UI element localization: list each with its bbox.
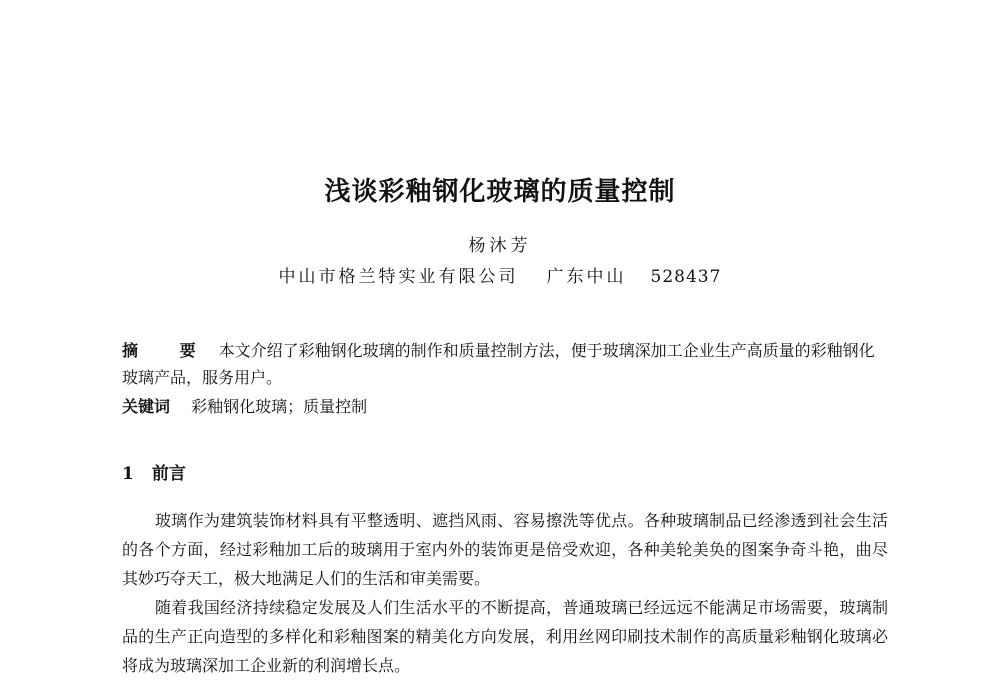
keywords-block [122, 393, 886, 420]
abstract-text: 本文介绍了彩釉钢化玻璃的制作和质量控制方法，便于玻璃深加工企业生产高质量的彩釉钢化玻璃产品，服务用户。 [122, 341, 875, 387]
paper-title: 浅谈彩釉钢化玻璃的质量控制 [324, 177, 676, 207]
keywords-text: 彩釉钢化玻璃；质量控制 [191, 397, 368, 416]
affiliation-location: 广东中山 [546, 267, 627, 287]
body-paragraph: 随着我国经济持续稳定发展及人们生活水平的不断提高，普通玻璃已经远远不能满足市场需要，玻璃制品的生产正向造型的多样化和彩釉图案的精美化方向发展，利用丝网印刷技术制作的高质量彩釉钢化玻璃必将成为玻璃深加工企业新的利润增长点。 [122, 598, 888, 675]
abstract-block [122, 337, 886, 391]
affiliation-postcode: 528437 [650, 267, 722, 287]
body-paragraph: 玻璃作为建筑装饰材料具有平整透明、遮挡风雨、容易擦洗等优点。各种玻璃制品已经渗透到社会生活的各个方面，经过彩釉加工后的玻璃用于室内外的装饰更是倍受欢迎，各种美轮美奂的图案争奇斗艳，曲尽其妙巧夺天工，极大地满足人们的生活和审美需要。 [122, 511, 888, 588]
affiliation-organization: 中山市格兰特实业有限公司 [278, 267, 519, 287]
affiliation-line [0, 264, 1000, 290]
section-heading [122, 461, 186, 487]
section-number: 1 [122, 464, 134, 484]
author-name: 杨沐芳 [468, 236, 532, 256]
keywords-label: 关键词 [122, 397, 171, 416]
section-title: 前言 [151, 464, 186, 484]
abstract-label: 摘 要 [122, 341, 214, 360]
